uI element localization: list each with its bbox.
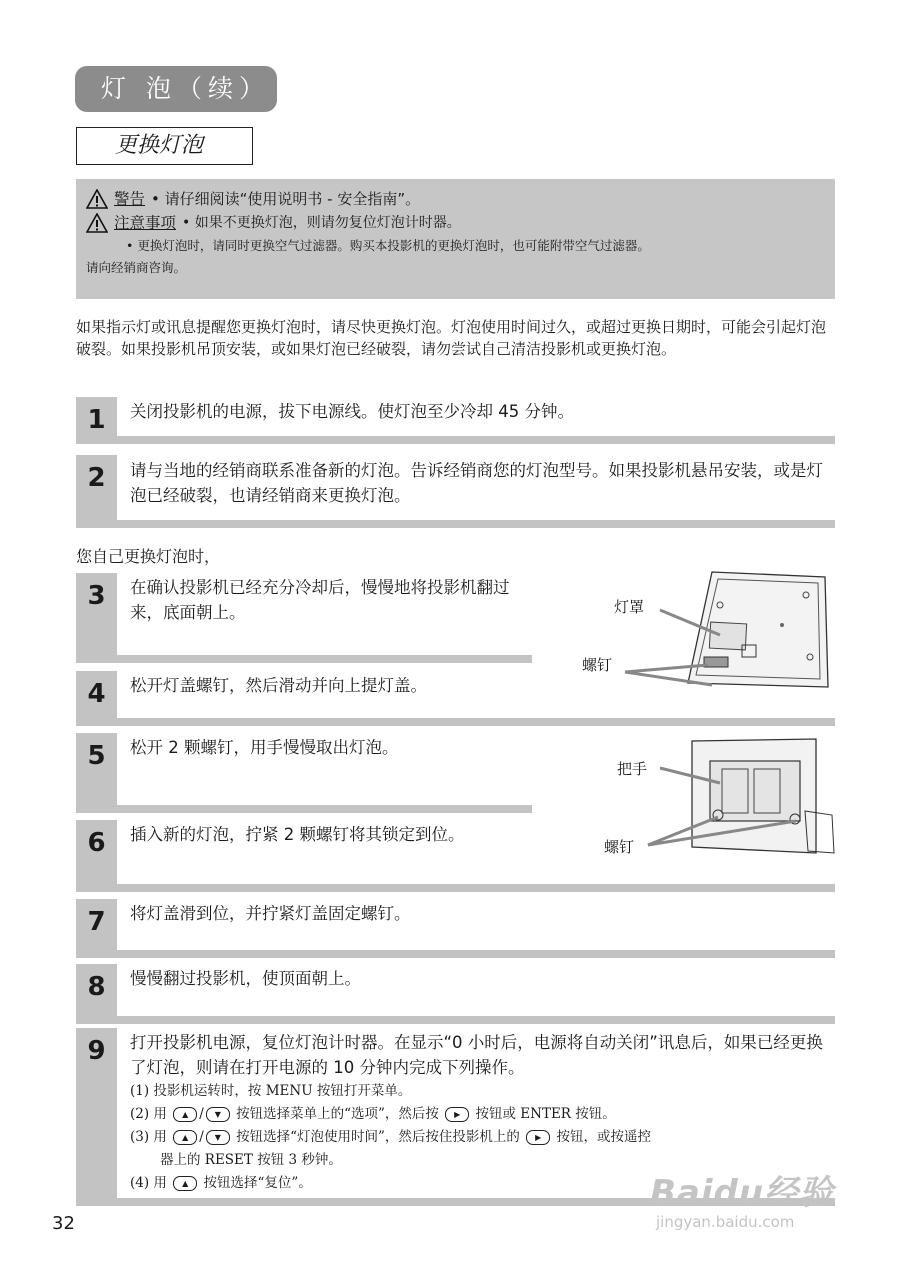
step-number: 3: [76, 573, 117, 663]
step-text: 慢慢翻过投影机，使顶面朝上。: [130, 969, 361, 988]
substep-2-text-a: (2) 用: [130, 1106, 167, 1122]
step-number: 1: [76, 397, 117, 444]
step-divider: [117, 436, 835, 444]
right-button-icon: ▶: [445, 1107, 469, 1122]
step-divider: [117, 1016, 835, 1024]
down-button-icon: ▼: [206, 1107, 230, 1122]
substep-2-text-c: 按钮或 ENTER 按钮。: [475, 1106, 616, 1122]
caution-label: 注意事项: [114, 214, 177, 232]
step-text: 插入新的灯泡，拧紧 2 颗螺钉将其锁定到位。: [130, 825, 465, 844]
label-screw-1: 螺钉: [582, 656, 613, 674]
label-lamp-cover: 灯罩: [614, 598, 645, 616]
step-text: 将灯盖滑到位，并拧紧灯盖固定螺钉。: [130, 904, 411, 923]
caution-text: • 如果不更换灯泡，则请勿复位灯泡计时器。: [182, 215, 461, 231]
watermark-url: jingyan.baidu.com: [656, 1213, 795, 1231]
substep-3-text-c: 按钮，或按遥控: [556, 1129, 651, 1145]
substep-2-text-b: 按钮选择菜单上的“选项”，然后按: [236, 1106, 439, 1122]
label-screw-2: 螺钉: [604, 838, 635, 856]
up-button-icon: ▲: [173, 1107, 197, 1122]
substep-2: [130, 1103, 829, 1126]
substep-3-text-b: 按钮选择“灯泡使用时间”，然后按住投影机上的: [236, 1129, 520, 1145]
step-divider: [117, 718, 835, 726]
step-3: [76, 573, 532, 663]
intro-paragraph: 如果指示灯或讯息提醒您更换灯泡时，请尽快更换灯泡。灯泡使用时间过久，或超过更换日期时，可能会引起灯泡破裂。如果投影机吊顶安装，或如果灯泡已经破裂，请勿尝试自己清洁投影机或更换灯泡。: [76, 318, 827, 358]
up-button-icon: ▲: [173, 1130, 197, 1145]
warning-line: [86, 187, 825, 211]
up-button-icon: ▲: [173, 1176, 197, 1191]
step-divider: [117, 884, 835, 892]
step-divider: [117, 805, 532, 813]
slash-separator: /: [199, 1129, 204, 1145]
step-text: 松开 2 颗螺钉，用手慢慢取出灯泡。: [130, 738, 399, 757]
substep-4-text-b: 按钮选择“复位”。: [203, 1175, 312, 1191]
step-text: 请与当地的经销商联系准备新的灯泡。告诉经销商您的灯泡型号。如果投影机悬吊安装，或是灯泡已经破裂，也请经销商来更换灯泡。: [130, 461, 823, 505]
step-7: [76, 899, 835, 958]
step-text: 在确认投影机已经充分冷却后，慢慢地将投影机翻过来，底面朝上。: [130, 578, 510, 622]
slash-separator: /: [199, 1106, 204, 1122]
step-2: [76, 455, 835, 528]
substep-4-text-a: (4) 用: [130, 1175, 167, 1191]
label-handle: 把手: [617, 760, 648, 778]
step-text: 打开投影机电源，复位灯泡计时器。在显示“0 小时后，电源将自动关闭”讯息后，如果已经更换了灯泡，则请在打开电源的 10 分钟内完成下列操作。: [130, 1033, 823, 1077]
warning-box: [76, 179, 835, 299]
down-button-icon: ▼: [206, 1130, 230, 1145]
step-number: 8: [76, 964, 117, 1024]
step-text: 关闭投影机的电源，拔下电源线。使灯泡至少冷却 45 分钟。: [130, 402, 574, 421]
lamp-unit-figure: [600, 735, 836, 865]
caution-line: [86, 211, 825, 235]
self-replace-heading: 您自己更换灯泡时，: [76, 547, 221, 566]
step-number: 9: [76, 1028, 117, 1206]
step-divider: [117, 950, 835, 958]
step-number: 4: [76, 671, 117, 726]
watermark-logo: Baidu经验: [650, 1173, 835, 1213]
caution-text-3: 请向经销商咨询。: [86, 260, 187, 275]
warning-text: • 请仔细阅读“使用说明书 - 安全指南”。: [151, 190, 421, 208]
step-number: 7: [76, 899, 117, 958]
page-number: 32: [52, 1213, 75, 1234]
step-number: 5: [76, 733, 117, 813]
step-5: [76, 733, 532, 813]
step-number: 6: [76, 820, 117, 892]
step-divider: [117, 655, 532, 663]
projector-bottom-figure: [570, 565, 832, 695]
warning-label: 警告: [114, 190, 146, 208]
caution-text-2: • 更换灯泡时，请同时更换空气过滤器。购买本投影机的更换灯泡时，也可能附带空气过滤器。: [126, 238, 650, 253]
substep-1: (1) 投影机运转时，按 MENU 按钮打开菜单。: [130, 1083, 412, 1099]
substep-3: [130, 1126, 829, 1149]
section-title: 更换灯泡: [76, 127, 253, 165]
step-text: 松开灯盖螺钉，然后滑动并向上提灯盖。: [130, 676, 427, 695]
step-number: 2: [76, 455, 117, 528]
step-1: [76, 397, 835, 444]
substep-3-text-a: (3) 用: [130, 1129, 167, 1145]
right-button-icon: ▶: [526, 1130, 550, 1145]
step-divider: [117, 520, 835, 528]
warning-triangle-icon: [86, 189, 108, 209]
substep-3-cont: 器上的 RESET 按钮 3 秒钟。: [160, 1152, 342, 1168]
chapter-title: 灯 泡（续）: [75, 66, 277, 112]
caution-triangle-icon: [86, 213, 108, 233]
step-8: [76, 964, 835, 1024]
